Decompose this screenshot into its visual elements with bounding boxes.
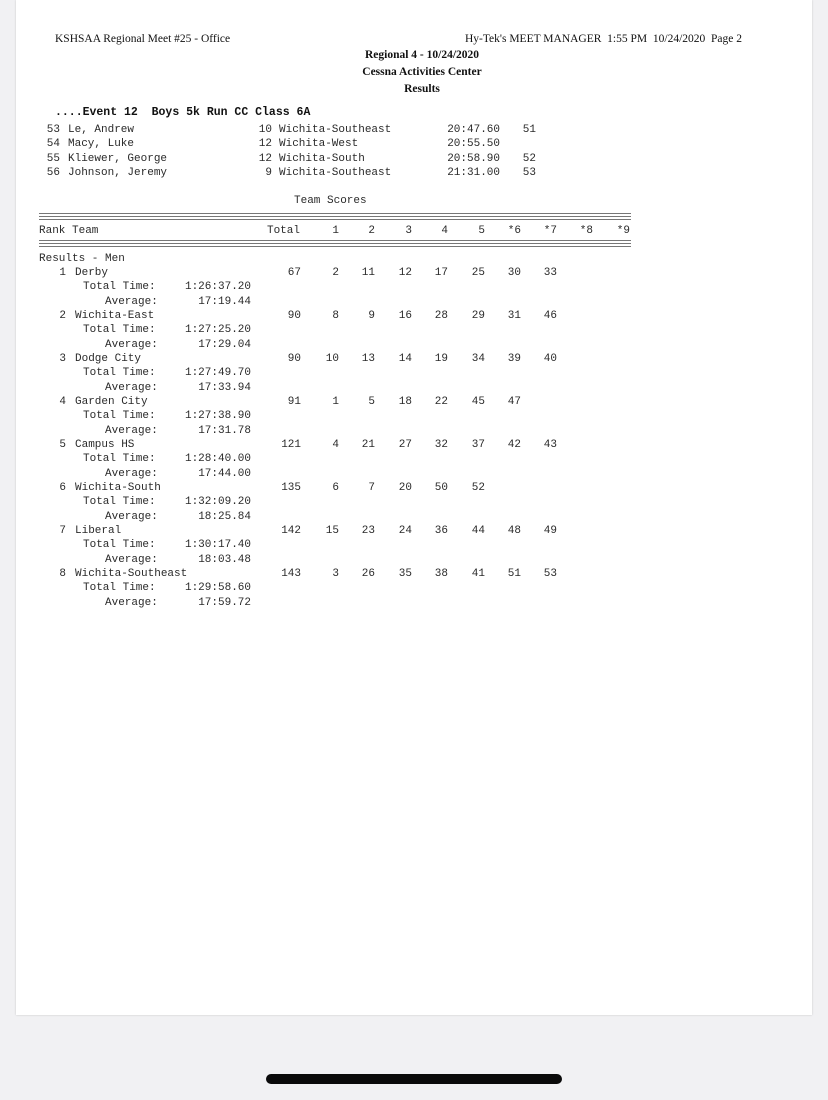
team-score: 36 <box>434 525 448 537</box>
total-time-label: Total Time: <box>83 582 156 595</box>
col-total: Total <box>266 225 300 237</box>
team-score: 52 <box>471 482 485 494</box>
home-indicator[interactable] <box>266 1074 562 1084</box>
team-score: 9 <box>368 310 375 322</box>
individual-finish-time: 20:47.60 <box>447 124 500 136</box>
individual-year: 9 <box>265 167 272 180</box>
team-score: 33 <box>543 267 557 279</box>
team-score: 38 <box>434 568 448 580</box>
team-score: 11 <box>361 267 375 279</box>
col-score-6: *6 <box>507 225 521 237</box>
average-label: Average: <box>105 553 158 566</box>
team-score: 34 <box>471 353 485 365</box>
individual-points: 52 <box>522 152 536 165</box>
team-name: Derby <box>75 267 109 279</box>
individual-place: 56 <box>46 167 60 180</box>
total-time-label: Total Time: <box>83 410 156 423</box>
team-score: 27 <box>398 439 412 451</box>
team-name: Dodge City <box>75 353 142 365</box>
col-score-9: *9 <box>616 225 630 237</box>
team-total-time: 1:32:09.20 <box>184 496 251 509</box>
individual-place: 54 <box>46 138 60 151</box>
team-score: 46 <box>543 310 557 322</box>
individual-finish-time: 20:55.50 <box>447 138 500 151</box>
team-score: 28 <box>434 310 448 322</box>
team-score: 25 <box>471 267 485 279</box>
col-rank-team: Rank Team <box>39 225 99 237</box>
team-rank: 8 <box>59 568 66 580</box>
team-score: 18 <box>398 396 412 408</box>
team-score: 44 <box>471 525 485 537</box>
header-rule-top <box>39 213 631 220</box>
team-score: 7 <box>368 482 375 494</box>
venue-title: Cessna Activities Center <box>362 66 482 78</box>
total-time-label: Total Time: <box>83 539 156 552</box>
team-total-time: 1:27:38.90 <box>184 410 251 423</box>
average-label: Average: <box>105 295 158 308</box>
team-average: 18:03.48 <box>198 553 251 566</box>
team-average: 17:29.04 <box>198 338 251 351</box>
col-score-7: *7 <box>543 225 557 237</box>
team-total: 142 <box>281 525 301 537</box>
team-score: 48 <box>507 525 521 537</box>
individual-points: 53 <box>522 167 536 180</box>
team-rank: 1 <box>59 267 66 279</box>
team-name: Wichita-South <box>75 482 161 494</box>
team-total: 121 <box>281 439 301 451</box>
average-label: Average: <box>105 338 158 351</box>
team-total: 67 <box>287 267 301 279</box>
individual-place: 53 <box>46 124 60 136</box>
team-score: 32 <box>434 439 448 451</box>
team-total: 90 <box>287 353 301 365</box>
individual-athlete-name: Le, Andrew <box>68 124 135 136</box>
team-score: 2 <box>332 267 339 279</box>
team-rank: 5 <box>59 439 66 451</box>
results-title: Results <box>404 83 440 95</box>
team-average: 17:44.00 <box>198 467 251 480</box>
team-total-time: 1:27:25.20 <box>184 324 251 337</box>
team-scores-title: Team Scores <box>294 195 367 207</box>
col-score-5: 5 <box>478 225 485 237</box>
team-total: 91 <box>287 396 301 408</box>
team-score: 17 <box>434 267 448 279</box>
total-time-label: Total Time: <box>83 281 156 294</box>
team-score: 31 <box>507 310 521 322</box>
individual-athlete-name: Kliewer, George <box>68 152 168 165</box>
col-score-3: 3 <box>405 225 412 237</box>
individual-year: 12 <box>258 138 272 151</box>
event-title: ....Event 12 Boys 5k Run CC Class 6A <box>55 106 311 119</box>
col-score-8: *8 <box>579 225 593 237</box>
team-score: 43 <box>543 439 557 451</box>
team-total: 90 <box>287 310 301 322</box>
team-average: 17:19.44 <box>198 295 251 308</box>
team-score: 42 <box>507 439 521 451</box>
col-score-1: 1 <box>332 225 339 237</box>
team-average: 18:25.84 <box>198 510 251 523</box>
team-score: 16 <box>398 310 412 322</box>
team-score: 14 <box>398 353 412 365</box>
team-name: Campus HS <box>75 439 135 451</box>
team-total-time: 1:27:49.70 <box>184 367 251 380</box>
total-time-label: Total Time: <box>83 367 156 380</box>
team-name: Wichita-East <box>75 310 155 322</box>
software-timestamp: Hy-Tek's MEET MANAGER 1:55 PM 10/24/2020 Page 2 <box>464 33 742 45</box>
team-score: 3 <box>332 568 339 580</box>
individual-athlete-name: Johnson, Jeremy <box>68 167 168 180</box>
team-average: 17:33.94 <box>198 381 251 394</box>
team-score: 47 <box>507 396 521 408</box>
team-score: 21 <box>361 439 375 451</box>
individual-place: 55 <box>46 152 60 165</box>
team-score: 8 <box>332 310 339 322</box>
average-label: Average: <box>105 381 158 394</box>
total-time-label: Total Time: <box>83 496 156 509</box>
team-rank: 7 <box>59 525 66 537</box>
team-score: 26 <box>361 568 375 580</box>
individual-school: Wichita-Southeast <box>279 167 392 180</box>
team-total-time: 1:29:58.60 <box>184 582 251 595</box>
individual-finish-time: 21:31.00 <box>447 167 500 180</box>
individual-points: 51 <box>522 124 536 136</box>
individual-school: Wichita-West <box>279 138 359 151</box>
team-total: 135 <box>281 482 301 494</box>
team-average: 17:59.72 <box>198 596 251 609</box>
team-name: Garden City <box>75 396 148 408</box>
team-total-time: 1:28:40.00 <box>184 453 251 466</box>
team-score: 29 <box>471 310 485 322</box>
team-score: 41 <box>471 568 485 580</box>
header-rule-bottom <box>39 240 631 247</box>
team-rank: 2 <box>59 310 66 322</box>
team-score: 13 <box>361 353 375 365</box>
team-score: 10 <box>325 353 339 365</box>
team-score: 19 <box>434 353 448 365</box>
individual-school: Wichita-Southeast <box>279 124 392 136</box>
individual-year: 10 <box>258 124 272 136</box>
team-score: 39 <box>507 353 521 365</box>
team-total-time: 1:26:37.20 <box>184 281 251 294</box>
average-label: Average: <box>105 510 158 523</box>
section-label: Results - Men <box>39 253 125 265</box>
regional-title: Regional 4 - 10/24/2020 <box>364 49 480 61</box>
average-label: Average: <box>105 424 158 437</box>
individual-athlete-name: Macy, Luke <box>68 138 135 151</box>
team-score: 45 <box>471 396 485 408</box>
team-rank: 4 <box>59 396 66 408</box>
team-score: 6 <box>332 482 339 494</box>
team-score: 30 <box>507 267 521 279</box>
team-score: 15 <box>325 525 339 537</box>
individual-finish-time: 20:58.90 <box>447 152 500 165</box>
total-time-label: Total Time: <box>83 453 156 466</box>
average-label: Average: <box>105 596 158 609</box>
average-label: Average: <box>105 467 158 480</box>
team-score: 23 <box>361 525 375 537</box>
individual-year: 12 <box>258 152 272 165</box>
col-score-4: 4 <box>441 225 448 237</box>
team-score: 35 <box>398 568 412 580</box>
team-score: 5 <box>368 396 375 408</box>
team-rank: 3 <box>59 353 66 365</box>
team-score: 4 <box>332 439 339 451</box>
team-score: 24 <box>398 525 412 537</box>
team-score: 50 <box>434 482 448 494</box>
team-rank: 6 <box>59 482 66 494</box>
meet-name: KSHSAA Regional Meet #25 - Office <box>55 33 231 45</box>
individual-school: Wichita-South <box>279 152 365 165</box>
team-score: 40 <box>543 353 557 365</box>
col-score-2: 2 <box>368 225 375 237</box>
team-name: Liberal <box>75 525 122 537</box>
team-total: 143 <box>281 568 301 580</box>
results-page <box>16 0 812 1015</box>
team-score: 20 <box>398 482 412 494</box>
team-name: Wichita-Southeast <box>75 568 188 580</box>
team-score: 22 <box>434 396 448 408</box>
team-score: 12 <box>398 267 412 279</box>
team-score: 51 <box>507 568 521 580</box>
team-score: 37 <box>471 439 485 451</box>
team-score: 53 <box>543 568 557 580</box>
total-time-label: Total Time: <box>83 324 156 337</box>
team-score: 1 <box>332 396 339 408</box>
team-total-time: 1:30:17.40 <box>184 539 251 552</box>
team-average: 17:31.78 <box>198 424 251 437</box>
team-score: 49 <box>543 525 557 537</box>
